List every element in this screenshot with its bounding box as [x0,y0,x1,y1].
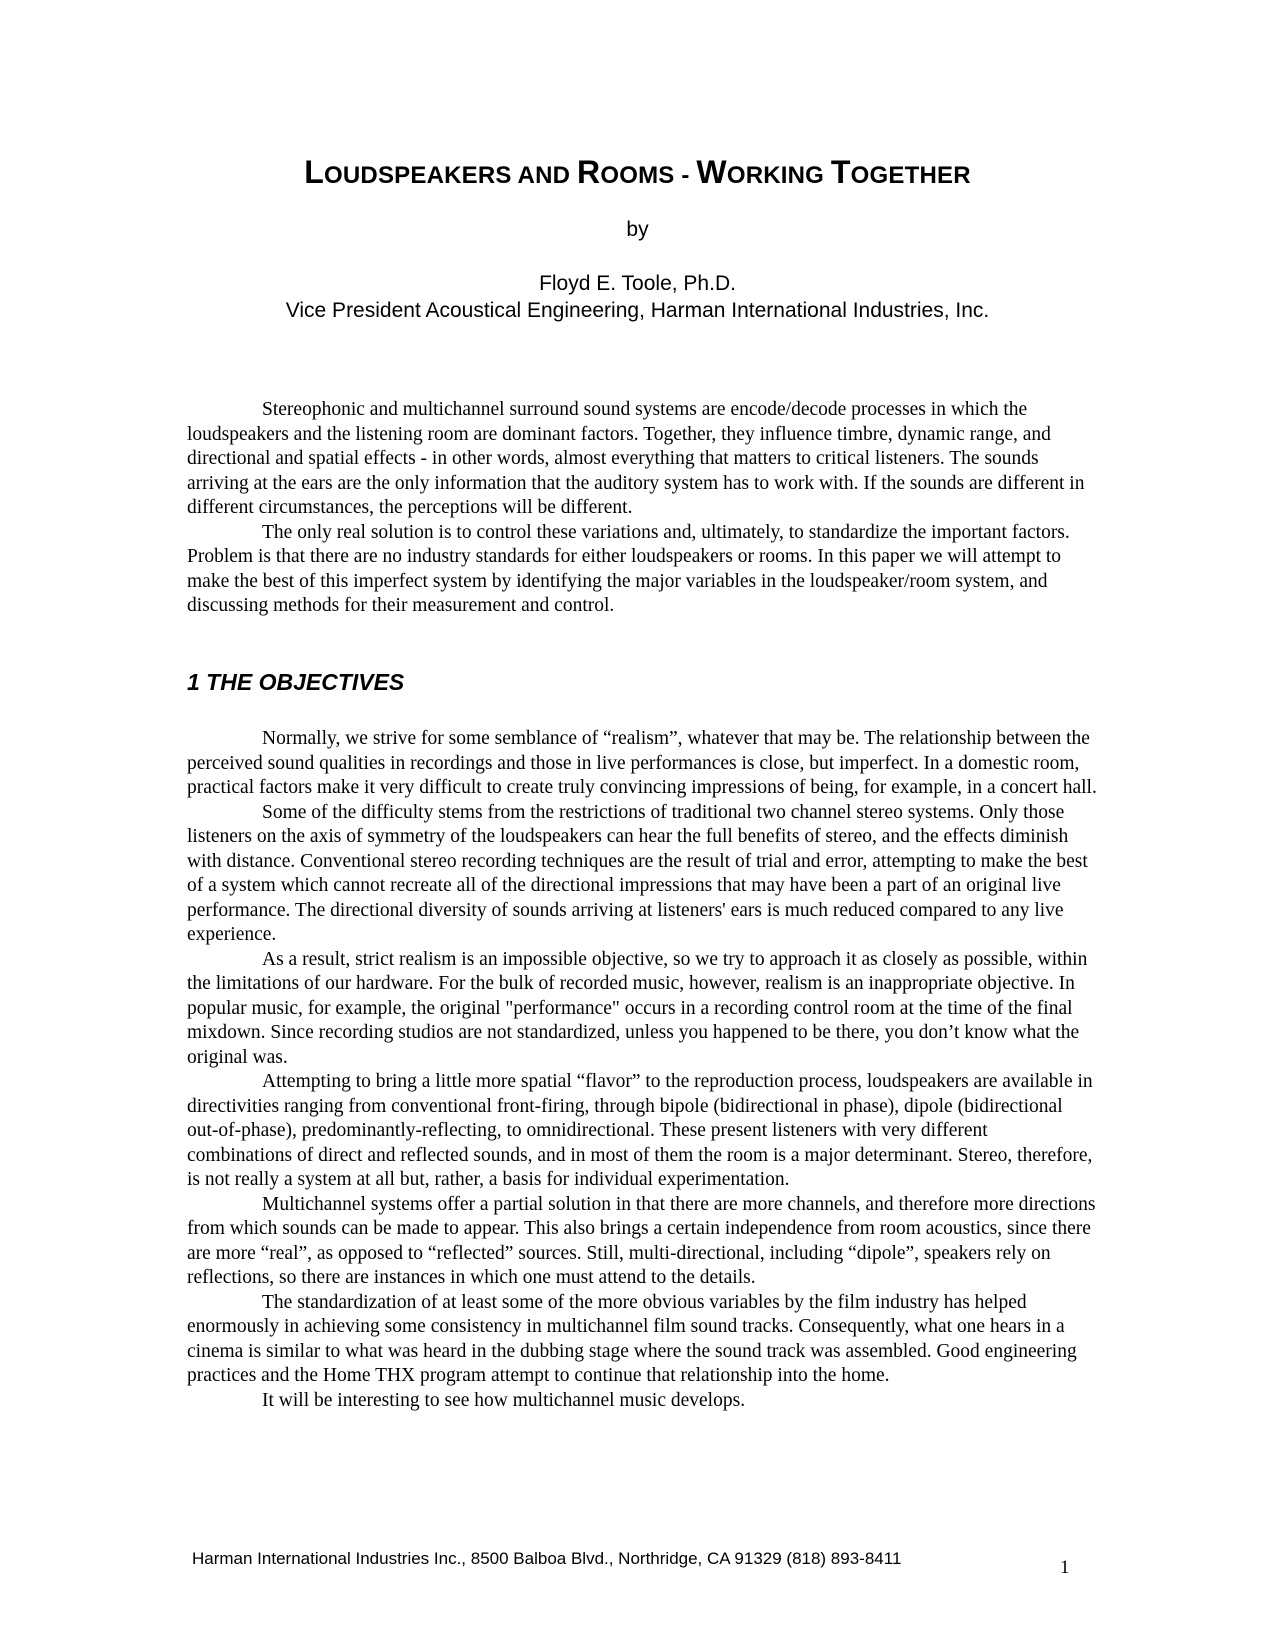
byline: by [626,218,649,241]
paragraph: Stereophonic and multichannel surround sound systems are encode/decode processes in which the loudspeakers and the listening room are dominant factors. Together, they influence timbre, dynamic range, and directional and spatial effects - in other words, almost everything that matters to critical listeners. The sounds arriving at the ears are the only information that the auditory system has to work with. If the sounds are different in different circumstances, the perceptions will be different. [187,399,1085,518]
section-heading: 1 THE OBJECTIVES [187,669,405,695]
objectives-section [187,727,1097,1413]
title-initial-w: W [696,154,727,190]
author-affiliation: Vice President Acoustical Engineering, Harman International Industries, Inc. [285,299,990,322]
page-number: 1 [1060,1557,1070,1578]
author-name: Floyd E. Toole, Ph.D. [539,272,736,295]
document-title [0,152,1275,196]
paragraph: Multichannel systems offer a partial solution in that there are more channels, and therefore more directions from which sounds can be made to appear. This also brings a certain independence from room acoustics, since there are more “real”, as opposed to “reflected” sources. Still, multi-directional, including “dipole”, speakers rely on reflections, so there are instances in which one must attend to the details. [187,1193,1096,1288]
paragraph: The standardization of at least some of the more obvious variables by the film industry has helped enormously in achieving some consistency in multichannel film sound tracks. Consequently, what one hears in a cinema is similar to what was heard in the dubbing stage where the sound track was assembled. Good engineering practices and the Home THX program attempt to continue that relationship into the home. [187,1291,1077,1386]
title-word-together: OGETHER [850,162,971,189]
paragraph: It will be interesting to see how multichannel music develops. [262,1389,746,1411]
title-initial-l: L [304,154,325,190]
title-word-working: ORKING [726,162,831,189]
paragraph: The only real solution is to control these variations and, ultimately, to standardize the important factors. Problem is that there are no industry standards for either loudspeakers or rooms. In this paper we will attempt to make the best of this imperfect system by identifying the major variables in the loudspeaker/room system, and discussing methods for their measurement and control. [187,521,1070,616]
author-block [0,270,1275,324]
title-word-rooms: OOMS - [600,162,697,189]
intro-section [187,398,1097,619]
title-word-loudspeakers: OUDSPEAKERS AND [324,162,578,189]
paragraph: Normally, we strive for some semblance of “realism”, whatever that may be. The relationship between the perceived sound qualities in recordings and those in live performances is close, but imperfect. In a domestic room, practical factors make it very difficult to create truly convincing impressions of being, for example, in a concert hall. [187,728,1097,798]
title-initial-r: R [577,154,601,190]
paragraph: As a result, strict realism is an impossible objective, so we try to approach it as closely as possible, within the limitations of our hardware. For the bulk of recorded music, however, realism is an inappropriate objective. In popular music, for example, the original "performance" occurs in a recording control room at the time of the final mixdown. Since recording studios are not standardized, unless you happened to be there, you don’t know what the original was. [187,948,1088,1068]
page-footer: Harman International Industries Inc., 8500 Balboa Blvd., Northridge, CA 91329 (818) 893-8411 [192,1549,902,1568]
title-initial-t: T [830,154,851,190]
paragraph: Attempting to bring a little more spatial “flavor” to the reproduction process, loudspeakers are available in directivities ranging from conventional front-firing, through bipole (bidirectional in phase), dipole (bidirectional out-of-phase), predominantly-reflecting, to omnidirectional. These present listeners with very different combinations of direct and reflected sounds, and in most of them the room is a major determinant. Stereo, therefore, is not really a system at all but, rather, a basis for individual experimentation. [187,1071,1093,1190]
paragraph: Some of the difficulty stems from the restrictions of traditional two channel stereo systems. Only those listeners on the axis of symmetry of the loudspeakers can hear the full benefits of stereo, and the effects diminish with distance. Conventional stereo recording techniques are the result of trial and error, attempting to make the best of a system which cannot recreate all of the directional impressions that may have been a part of an original live performance. The directional diversity of sounds arriving at listeners' ears is much reduced compared to any live experience. [187,801,1088,945]
